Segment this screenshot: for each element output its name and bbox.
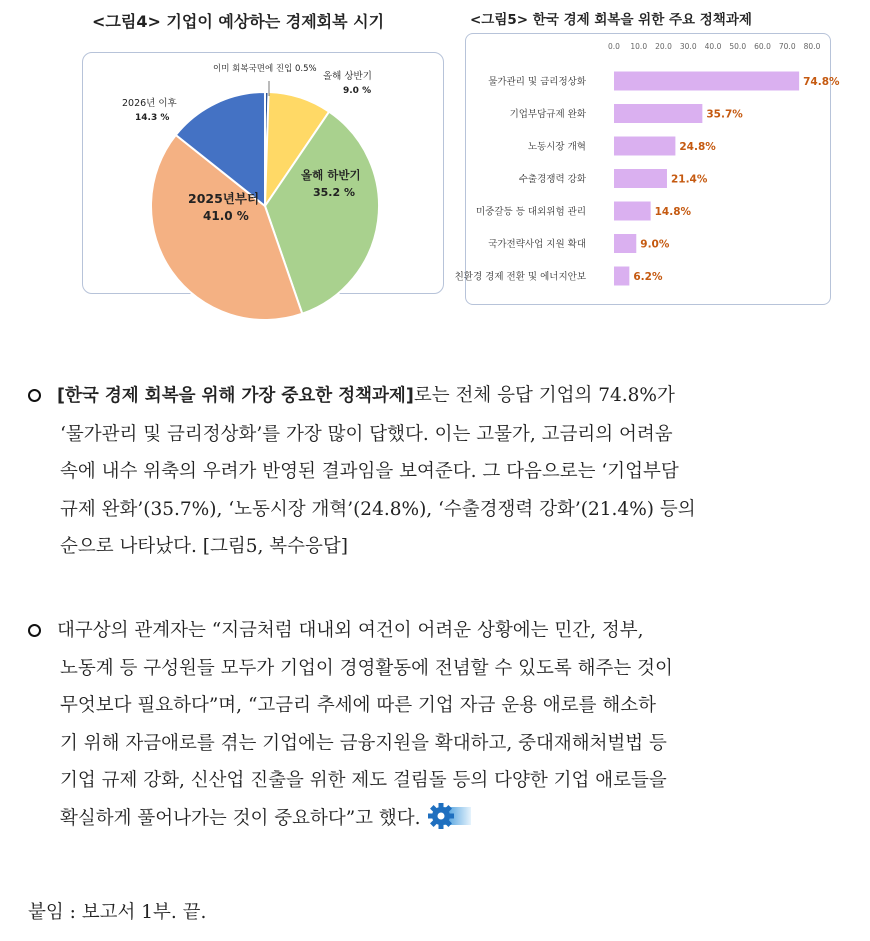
x-tick-label: 30.0: [679, 42, 697, 51]
bar-rect: [614, 169, 667, 188]
x-tick-label: 80.0: [803, 42, 821, 51]
pie-label-already-recovered: 이미 회복국면에 진입 0.5%: [213, 64, 317, 74]
bar-value-label: 6.2%: [633, 271, 663, 283]
bar-rect: [614, 104, 702, 123]
bar-category-label: 국가전략사업 지원 확대: [488, 239, 586, 250]
para2-line1-text: 대구상의 관계자는 “지금처럼 대내외 여건이 어려운 상황에는 민간, 정부,: [57, 620, 644, 641]
pie-label-2025: 2025년부터: [188, 191, 260, 206]
gear-icon: [427, 802, 471, 830]
bar-category-label: 기업부담규제 완화: [509, 109, 586, 120]
circle-bullet-icon: [28, 389, 41, 402]
para1-line2: ‘물가관리 및 금리정상화’를 가장 많이 답했다. 이는 고물가, 고금리의 어려움: [60, 423, 673, 445]
bar-chart: [454, 34, 840, 304]
circle-bullet-icon: [28, 624, 41, 637]
para1-line1-text: 로는 전체 응답 기업의 74.8%가: [413, 385, 675, 406]
bar-rect: [614, 72, 799, 91]
pie-value-second-half: 35.2 %: [313, 186, 355, 199]
attachment-note: 붙임 : 보고서 1부. 끝.: [28, 902, 207, 923]
para1-line4: 규제 완화’(35.7%), ‘노동시장 개혁’(24.8%), ‘수출경쟁력 강화’(21.4%) 등의: [60, 498, 696, 520]
para2-line1: [28, 612, 843, 650]
pie-label-first-half: 올해 상반기: [323, 71, 372, 82]
para2-line5: 기업 규제 강화, 신산업 진출을 위한 제도 걸림돌 등의 다양한 기업 애로들을: [60, 770, 667, 791]
bar-value-label: 24.8%: [679, 141, 716, 153]
bar-value-label: 14.8%: [654, 206, 692, 218]
figure5-title: <그림5> 한국 경제 회복을 위한 주요 정책과제: [470, 12, 752, 28]
x-tick-label: 10.0: [630, 42, 648, 51]
bar-rect: [614, 137, 675, 156]
para2-line6-text: 확실하게 풀어나가는 것이 중요하다”고 했다.: [60, 807, 421, 829]
pie-label-second-half: 올해 하반기: [301, 168, 361, 182]
x-tick-label: 60.0: [754, 42, 771, 51]
pie-value-first-half: 9.0 %: [343, 86, 372, 96]
para2-line2: 노동계 등 구성원들 모두가 기업이 경영활동에 전념할 수 있도록 해주는 것이: [60, 657, 673, 679]
paragraph-official-comment: [28, 612, 843, 837]
para2-line3: 무엇보다 필요하다”며, “고금리 추세에 따른 기업 자금 운용 애로를 해소하: [60, 695, 656, 716]
bar-category-label: 친환경 경제 전환 및 에너지안보: [454, 271, 586, 283]
x-tick-label: 70.0: [778, 42, 796, 51]
x-tick-label: 20.0: [655, 42, 672, 51]
pie-chart: [83, 53, 443, 293]
para2-line4: 기 위해 자금애로를 겪는 기업에는 금융지원을 확대하고, 중대재해처벌법 등: [60, 732, 667, 754]
pie-value-2026: 14.3 %: [135, 113, 170, 123]
bar-category-label: 노동시장 개혁: [527, 141, 586, 153]
bar-value-label: 21.4%: [670, 173, 708, 186]
para1-bold-heading: [한국 경제 회복을 위해 가장 중요한 정책과제]: [57, 386, 414, 406]
para2-line6: [28, 800, 843, 838]
para1-line5: 순으로 나타났다. [그림5, 복수응답]: [60, 536, 348, 557]
x-tick-label: 50.0: [729, 42, 747, 51]
bar-category-label: 물가관리 및 금리정상화: [488, 76, 586, 88]
bar-rect: [614, 202, 651, 221]
pie-chart-panel: [82, 52, 444, 294]
figure4-title: <그림4> 기업이 예상하는 경제회복 시기: [92, 12, 385, 31]
bar-value-label: 35.7%: [706, 108, 743, 121]
bar-value-label: 9.0%: [640, 238, 670, 251]
para1-line1: [28, 377, 843, 416]
bar-chart-panel: [454, 33, 840, 305]
para1-line3: 속에 내수 위축의 우려가 반영된 결과임을 보여준다. 그 다음으로는 ‘기업부담: [60, 461, 679, 482]
bar-category-label: 수출경쟁력 강화: [518, 174, 586, 185]
x-tick-label: 40.0: [704, 42, 722, 51]
paragraph-policy-priorities: [28, 377, 843, 566]
pie-value-2025: 41.0 %: [203, 209, 249, 223]
bar-rect: [614, 234, 636, 253]
bar-category-label: 미중갈등 등 대외위험 관리: [475, 206, 586, 218]
x-tick-label: 0.0: [608, 42, 620, 51]
bar-value-label: 74.8%: [803, 76, 840, 88]
bar-rect: [614, 267, 629, 286]
pie-label-2026: 2026년 이후: [122, 98, 177, 109]
